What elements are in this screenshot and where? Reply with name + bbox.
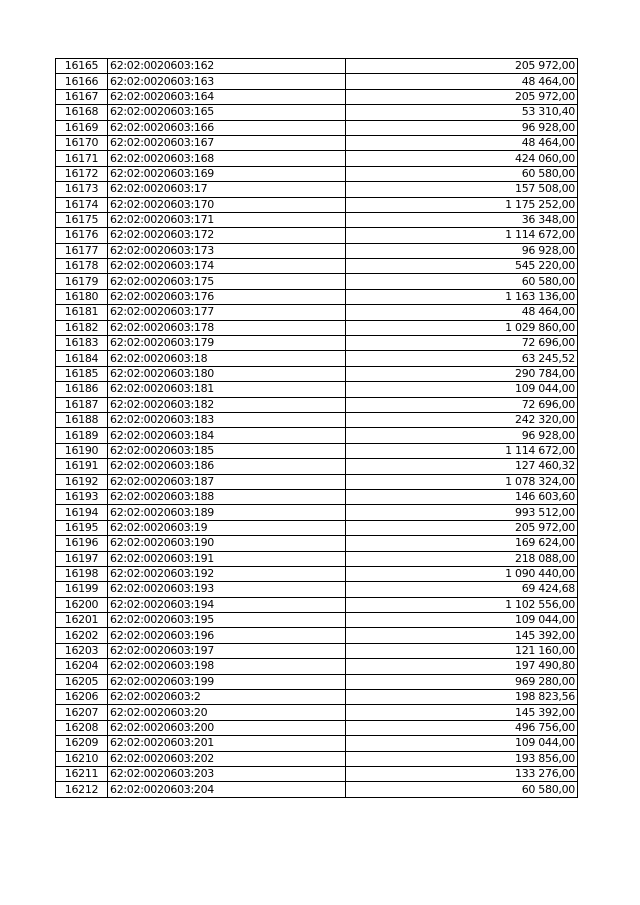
table-row bbox=[56, 659, 578, 674]
cadastral-number-cell: 62:02:0020603:175 bbox=[108, 274, 346, 289]
row-number-cell: 16173 bbox=[56, 182, 108, 197]
cadastral-value-cell: 36 348,00 bbox=[346, 212, 578, 227]
cadastral-number-cell: 62:02:0020603:204 bbox=[108, 782, 346, 797]
table-row bbox=[56, 459, 578, 474]
table-row bbox=[56, 520, 578, 535]
cadastral-value-cell: 109 044,00 bbox=[346, 613, 578, 628]
cadastral-number-cell: 62:02:0020603:192 bbox=[108, 566, 346, 581]
table-row bbox=[56, 628, 578, 643]
row-number-cell: 16209 bbox=[56, 736, 108, 751]
cadastral-number-cell: 62:02:0020603:199 bbox=[108, 674, 346, 689]
table-row bbox=[56, 212, 578, 227]
cadastral-value-cell: 205 972,00 bbox=[346, 520, 578, 535]
cadastral-value-cell: 60 580,00 bbox=[346, 274, 578, 289]
table-row bbox=[56, 120, 578, 135]
cadastral-value-cell: 145 392,00 bbox=[346, 705, 578, 720]
row-number-cell: 16198 bbox=[56, 566, 108, 581]
row-number-cell: 16166 bbox=[56, 74, 108, 89]
row-number-cell: 16167 bbox=[56, 89, 108, 104]
cadastral-number-cell: 62:02:0020603:177 bbox=[108, 305, 346, 320]
cadastral-value-cell: 133 276,00 bbox=[346, 766, 578, 781]
cadastral-value-cell: 1 078 324,00 bbox=[346, 474, 578, 489]
cadastral-value-cell: 96 928,00 bbox=[346, 120, 578, 135]
cadastral-value-cell: 96 928,00 bbox=[346, 243, 578, 258]
cadastral-value-cell: 72 696,00 bbox=[346, 336, 578, 351]
table-row bbox=[56, 428, 578, 443]
table-row bbox=[56, 366, 578, 381]
cadastral-value-cell: 96 928,00 bbox=[346, 428, 578, 443]
row-number-cell: 16211 bbox=[56, 766, 108, 781]
cadastral-number-cell: 62:02:0020603:162 bbox=[108, 59, 346, 74]
table-row bbox=[56, 705, 578, 720]
cadastral-value-cell: 993 512,00 bbox=[346, 505, 578, 520]
cadastral-value-cell: 121 160,00 bbox=[346, 643, 578, 658]
cadastral-value-cell: 146 603,60 bbox=[346, 489, 578, 504]
row-number-cell: 16170 bbox=[56, 135, 108, 150]
table-row bbox=[56, 305, 578, 320]
table-row bbox=[56, 582, 578, 597]
cadastral-number-cell: 62:02:0020603:181 bbox=[108, 382, 346, 397]
row-number-cell: 16175 bbox=[56, 212, 108, 227]
table-row bbox=[56, 536, 578, 551]
cadastral-number-cell: 62:02:0020603:190 bbox=[108, 536, 346, 551]
row-number-cell: 16178 bbox=[56, 259, 108, 274]
table-row bbox=[56, 336, 578, 351]
table-row bbox=[56, 720, 578, 735]
row-number-cell: 16191 bbox=[56, 459, 108, 474]
row-number-cell: 16179 bbox=[56, 274, 108, 289]
cadastral-number-cell: 62:02:0020603:185 bbox=[108, 443, 346, 458]
cadastral-value-cell: 1 102 556,00 bbox=[346, 597, 578, 612]
row-number-cell: 16177 bbox=[56, 243, 108, 258]
cadastral-value-cell: 48 464,00 bbox=[346, 74, 578, 89]
cadastral-number-cell: 62:02:0020603:173 bbox=[108, 243, 346, 258]
cadastral-value-cell: 1 029 860,00 bbox=[346, 320, 578, 335]
table-row bbox=[56, 613, 578, 628]
row-number-cell: 16195 bbox=[56, 520, 108, 535]
table-row bbox=[56, 766, 578, 781]
cadastral-number-cell: 62:02:0020603:184 bbox=[108, 428, 346, 443]
row-number-cell: 16196 bbox=[56, 536, 108, 551]
cadastral-value-cell: 53 310,40 bbox=[346, 105, 578, 120]
cadastral-value-cell: 157 508,00 bbox=[346, 182, 578, 197]
cadastral-number-cell: 62:02:0020603:189 bbox=[108, 505, 346, 520]
cadastral-value-cell: 242 320,00 bbox=[346, 412, 578, 427]
cadastral-value-cell: 48 464,00 bbox=[346, 135, 578, 150]
table-row bbox=[56, 690, 578, 705]
table-row bbox=[56, 289, 578, 304]
cadastral-number-cell: 62:02:0020603:19 bbox=[108, 520, 346, 535]
cadastral-number-cell: 62:02:0020603:18 bbox=[108, 351, 346, 366]
cadastral-number-cell: 62:02:0020603:2 bbox=[108, 690, 346, 705]
table-row bbox=[56, 59, 578, 74]
cadastral-number-cell: 62:02:0020603:200 bbox=[108, 720, 346, 735]
row-number-cell: 16192 bbox=[56, 474, 108, 489]
row-number-cell: 16165 bbox=[56, 59, 108, 74]
table-row bbox=[56, 259, 578, 274]
cadastral-number-cell: 62:02:0020603:163 bbox=[108, 74, 346, 89]
row-number-cell: 16200 bbox=[56, 597, 108, 612]
row-number-cell: 16212 bbox=[56, 782, 108, 797]
row-number-cell: 16210 bbox=[56, 751, 108, 766]
cadastral-value-cell: 145 392,00 bbox=[346, 628, 578, 643]
table-row bbox=[56, 443, 578, 458]
cadastral-value-cell: 69 424,68 bbox=[346, 582, 578, 597]
table-row bbox=[56, 505, 578, 520]
cadastral-number-cell: 62:02:0020603:197 bbox=[108, 643, 346, 658]
cadastral-number-cell: 62:02:0020603:20 bbox=[108, 705, 346, 720]
row-number-cell: 16207 bbox=[56, 705, 108, 720]
cadastral-number-cell: 62:02:0020603:174 bbox=[108, 259, 346, 274]
cadastral-number-cell: 62:02:0020603:191 bbox=[108, 551, 346, 566]
table-row bbox=[56, 397, 578, 412]
table-row bbox=[56, 182, 578, 197]
cadastral-value-table bbox=[55, 58, 578, 798]
row-number-cell: 16187 bbox=[56, 397, 108, 412]
cadastral-number-cell: 62:02:0020603:183 bbox=[108, 412, 346, 427]
table-row bbox=[56, 105, 578, 120]
row-number-cell: 16181 bbox=[56, 305, 108, 320]
cadastral-value-cell: 545 220,00 bbox=[346, 259, 578, 274]
table-body bbox=[56, 59, 578, 798]
row-number-cell: 16203 bbox=[56, 643, 108, 658]
cadastral-number-cell: 62:02:0020603:167 bbox=[108, 135, 346, 150]
cadastral-value-cell: 969 280,00 bbox=[346, 674, 578, 689]
row-number-cell: 16204 bbox=[56, 659, 108, 674]
cadastral-number-cell: 62:02:0020603:165 bbox=[108, 105, 346, 120]
table-row bbox=[56, 228, 578, 243]
table-row bbox=[56, 474, 578, 489]
row-number-cell: 16176 bbox=[56, 228, 108, 243]
table-row bbox=[56, 643, 578, 658]
table-row bbox=[56, 151, 578, 166]
cadastral-value-cell: 72 696,00 bbox=[346, 397, 578, 412]
row-number-cell: 16202 bbox=[56, 628, 108, 643]
cadastral-value-cell: 60 580,00 bbox=[346, 782, 578, 797]
cadastral-number-cell: 62:02:0020603:195 bbox=[108, 613, 346, 628]
cadastral-number-cell: 62:02:0020603:170 bbox=[108, 197, 346, 212]
row-number-cell: 16169 bbox=[56, 120, 108, 135]
row-number-cell: 16172 bbox=[56, 166, 108, 181]
row-number-cell: 16182 bbox=[56, 320, 108, 335]
table-row bbox=[56, 274, 578, 289]
cadastral-value-cell: 1 114 672,00 bbox=[346, 443, 578, 458]
table-row bbox=[56, 566, 578, 581]
row-number-cell: 16171 bbox=[56, 151, 108, 166]
cadastral-value-cell: 1 163 136,00 bbox=[346, 289, 578, 304]
table-row bbox=[56, 166, 578, 181]
cadastral-number-cell: 62:02:0020603:168 bbox=[108, 151, 346, 166]
cadastral-value-cell: 205 972,00 bbox=[346, 59, 578, 74]
row-number-cell: 16194 bbox=[56, 505, 108, 520]
cadastral-number-cell: 62:02:0020603:196 bbox=[108, 628, 346, 643]
cadastral-value-cell: 60 580,00 bbox=[346, 166, 578, 181]
cadastral-number-cell: 62:02:0020603:198 bbox=[108, 659, 346, 674]
cadastral-number-cell: 62:02:0020603:188 bbox=[108, 489, 346, 504]
row-number-cell: 16205 bbox=[56, 674, 108, 689]
table-row bbox=[56, 320, 578, 335]
cadastral-number-cell: 62:02:0020603:164 bbox=[108, 89, 346, 104]
cadastral-number-cell: 62:02:0020603:202 bbox=[108, 751, 346, 766]
row-number-cell: 16190 bbox=[56, 443, 108, 458]
table-row bbox=[56, 382, 578, 397]
cadastral-value-cell: 198 823,56 bbox=[346, 690, 578, 705]
cadastral-number-cell: 62:02:0020603:178 bbox=[108, 320, 346, 335]
cadastral-value-cell: 1 090 440,00 bbox=[346, 566, 578, 581]
row-number-cell: 16183 bbox=[56, 336, 108, 351]
row-number-cell: 16188 bbox=[56, 412, 108, 427]
row-number-cell: 16206 bbox=[56, 690, 108, 705]
cadastral-value-cell: 290 784,00 bbox=[346, 366, 578, 381]
cadastral-number-cell: 62:02:0020603:193 bbox=[108, 582, 346, 597]
cadastral-number-cell: 62:02:0020603:194 bbox=[108, 597, 346, 612]
table-row bbox=[56, 782, 578, 797]
cadastral-value-cell: 63 245,52 bbox=[346, 351, 578, 366]
cadastral-value-cell: 496 756,00 bbox=[346, 720, 578, 735]
cadastral-number-cell: 62:02:0020603:171 bbox=[108, 212, 346, 227]
table-row bbox=[56, 674, 578, 689]
row-number-cell: 16185 bbox=[56, 366, 108, 381]
cadastral-number-cell: 62:02:0020603:201 bbox=[108, 736, 346, 751]
table-row bbox=[56, 412, 578, 427]
cadastral-number-cell: 62:02:0020603:182 bbox=[108, 397, 346, 412]
table-row bbox=[56, 351, 578, 366]
row-number-cell: 16189 bbox=[56, 428, 108, 443]
cadastral-value-cell: 205 972,00 bbox=[346, 89, 578, 104]
cadastral-number-cell: 62:02:0020603:17 bbox=[108, 182, 346, 197]
table-row bbox=[56, 751, 578, 766]
cadastral-number-cell: 62:02:0020603:176 bbox=[108, 289, 346, 304]
row-number-cell: 16197 bbox=[56, 551, 108, 566]
cadastral-number-cell: 62:02:0020603:187 bbox=[108, 474, 346, 489]
row-number-cell: 16180 bbox=[56, 289, 108, 304]
row-number-cell: 16174 bbox=[56, 197, 108, 212]
cadastral-value-cell: 424 060,00 bbox=[346, 151, 578, 166]
table-row bbox=[56, 597, 578, 612]
row-number-cell: 16184 bbox=[56, 351, 108, 366]
cadastral-value-cell: 218 088,00 bbox=[346, 551, 578, 566]
cadastral-value-cell: 193 856,00 bbox=[346, 751, 578, 766]
row-number-cell: 16186 bbox=[56, 382, 108, 397]
table-row bbox=[56, 197, 578, 212]
table-row bbox=[56, 89, 578, 104]
row-number-cell: 16168 bbox=[56, 105, 108, 120]
cadastral-value-cell: 127 460,32 bbox=[346, 459, 578, 474]
cadastral-number-cell: 62:02:0020603:172 bbox=[108, 228, 346, 243]
table-row bbox=[56, 243, 578, 258]
cadastral-number-cell: 62:02:0020603:169 bbox=[108, 166, 346, 181]
cadastral-value-cell: 1 175 252,00 bbox=[346, 197, 578, 212]
row-number-cell: 16199 bbox=[56, 582, 108, 597]
cadastral-number-cell: 62:02:0020603:179 bbox=[108, 336, 346, 351]
table-row bbox=[56, 489, 578, 504]
cadastral-value-cell: 109 044,00 bbox=[346, 382, 578, 397]
cadastral-number-cell: 62:02:0020603:186 bbox=[108, 459, 346, 474]
cadastral-value-cell: 109 044,00 bbox=[346, 736, 578, 751]
cadastral-number-cell: 62:02:0020603:180 bbox=[108, 366, 346, 381]
cadastral-number-cell: 62:02:0020603:203 bbox=[108, 766, 346, 781]
table-row bbox=[56, 736, 578, 751]
cadastral-value-cell: 169 624,00 bbox=[346, 536, 578, 551]
row-number-cell: 16208 bbox=[56, 720, 108, 735]
cadastral-value-cell: 1 114 672,00 bbox=[346, 228, 578, 243]
row-number-cell: 16193 bbox=[56, 489, 108, 504]
cadastral-value-cell: 48 464,00 bbox=[346, 305, 578, 320]
cadastral-value-cell: 197 490,80 bbox=[346, 659, 578, 674]
cadastral-number-cell: 62:02:0020603:166 bbox=[108, 120, 346, 135]
table-row bbox=[56, 74, 578, 89]
table-row bbox=[56, 551, 578, 566]
table-row bbox=[56, 135, 578, 150]
row-number-cell: 16201 bbox=[56, 613, 108, 628]
